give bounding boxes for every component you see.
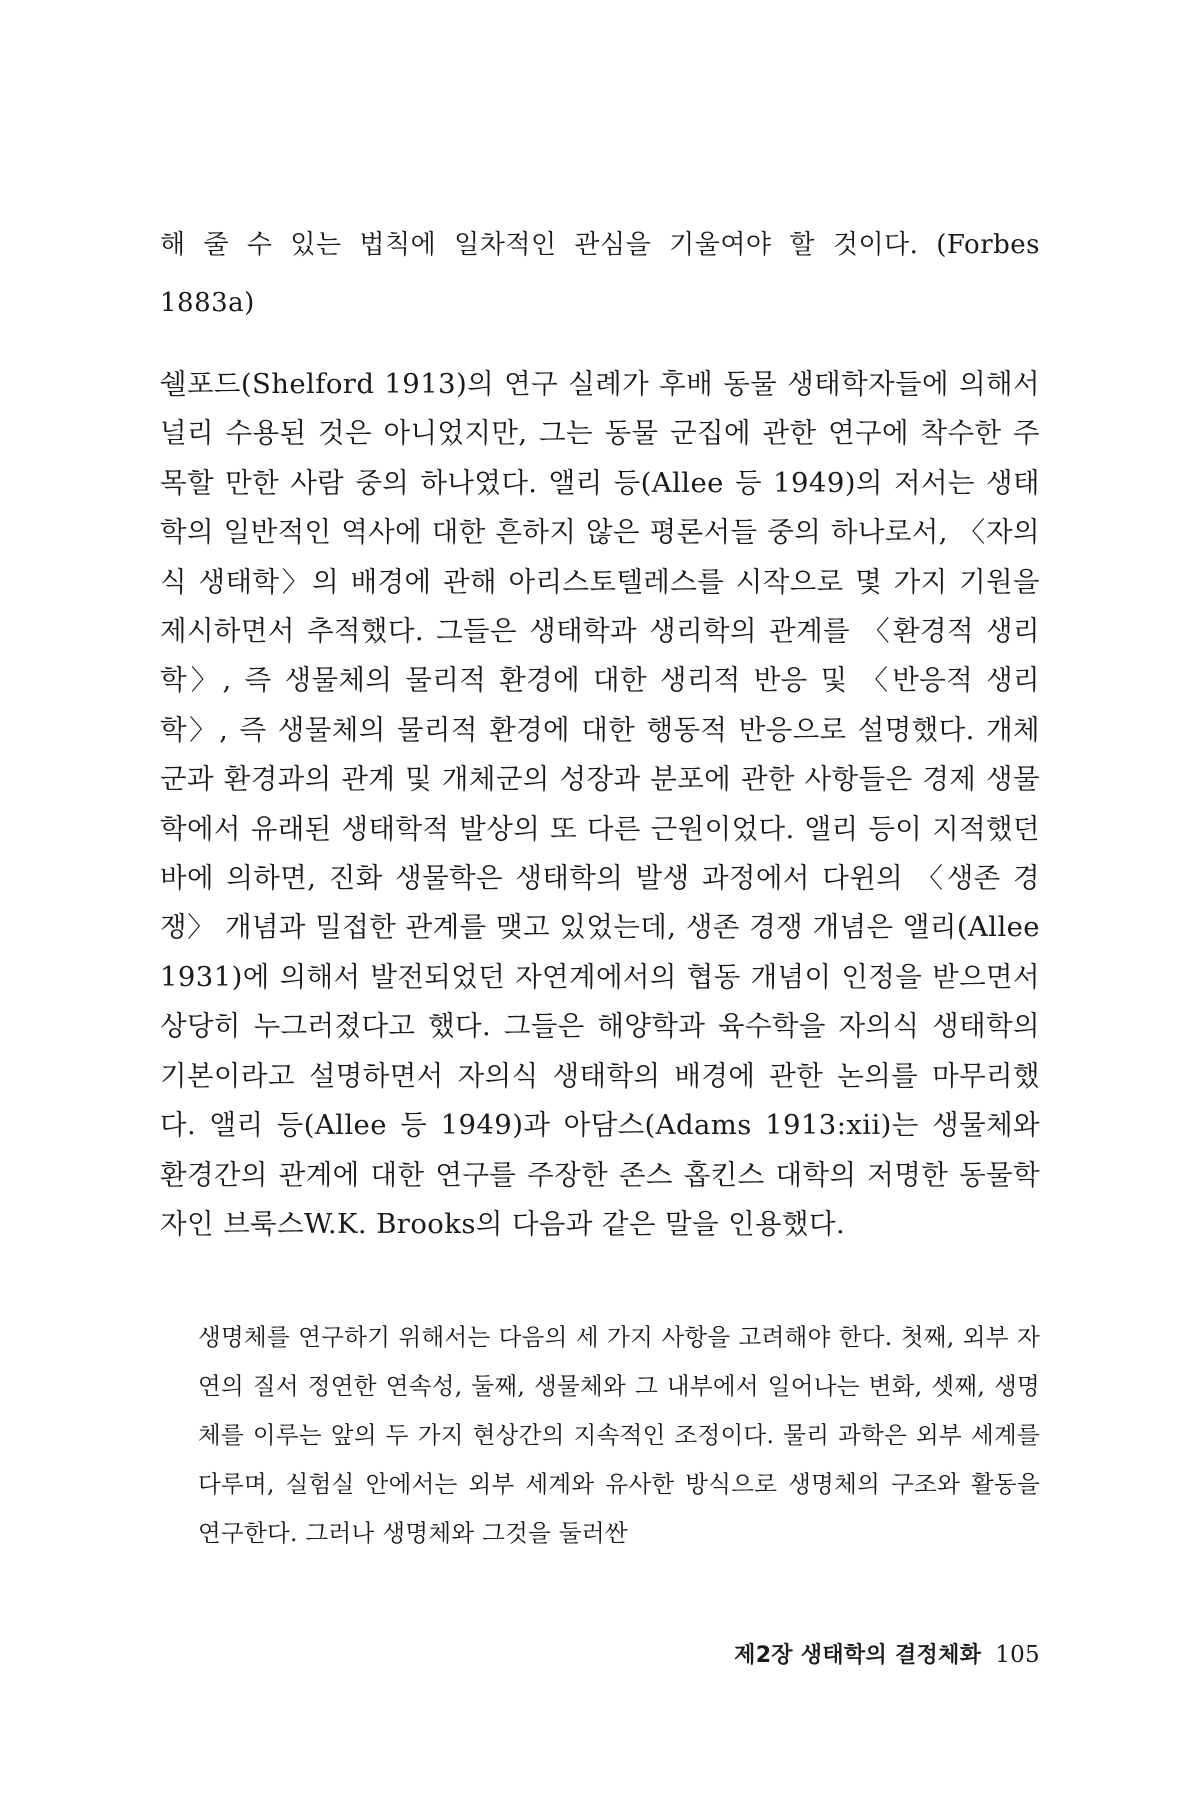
- body-paragraph: [160, 360, 1040, 1249]
- chapter-title: 제2장 생태학의 결정체화: [734, 1643, 982, 1668]
- quote-continuation: 해 줄 수 있는 법칙에 일차적인 관심을 기울여야 할 것이다. (Forbes 1883a): [160, 230, 1040, 318]
- book-page: [160, 0, 1040, 1800]
- block-quote: 생명체를 연구하기 위해서는 다음의 세 가지 사항을 고려해야 한다. 첫째, 외부 자연의 질서 정연한 연속성, 둘째, 생물체와 그 내부에서 일어나는 변화, 셋째, 생명체를 이루는 앞의 두 가지 현상간의 지속적인 조정이다. 물리 과학은 외부 세계를 다루며, 실험실 안에서는 외부 세계와 유사한 방식으로 생명체의 구조와 활동을 연구한다. 그러나 생명체와 그것을 둘러싼: [198, 1323, 1040, 1547]
- page-number: 105: [995, 1642, 1040, 1668]
- paragraph-text: 쉘포드(Shelford 1913)의 연구 실례가 후배 동물 생태학자들에 의해서 널리 수용된 것은 아니었지만, 그는 동물 군집에 관한 연구에 착수한 주목할 만한 사람 중의 하나였다. 앨리 등(Allee 등 1949)의 저서는 생태학의 일반적인 역사에 대한 흔하지 않은 평론서들 중의 하나로서, 〈자의식 생태학〉의 배경에 관해 아리스토텔레스를 시작으로 몇 가지 기원을 제시하면서 추적했다. 그들은 생태학과 생리학의 관계를 〈환경적 생리학〉, 즉 생물체의 물리적 환경에 대한 생리적 반응 및 〈반응적 생리학〉, 즉 생물체의 물리적 환경에 대한 행동적 반응으로 설명했다. 개체군과 환경과의 관계 및 개체군의 성장과 분포에 관한 사항들은 경제 생물학에서 유래된 생태학적 발상의 또 다른 근원이었다. 앨리 등이 지적했던 바에 의하면, 진화 생물학은 생태학의 발생 과정에서 다윈의 〈생존 경쟁〉 개념과 밀접한 관계를 맺고 있었는데, 생존 경쟁 개념은 앨리(Allee 1931)에 의해서 발전되었던 자연계에서의 협동 개념이 인정을 받으면서 상당히 누그러졌다고 했다. 그들은 해양학과 육수학을 자의식 생태학의 기본이라고 설명하면서 자의식 생태학의 배경에 관한 논의를 마무리했다. 앨리 등(Allee 등 1949)과 아담스(Adams 1913:xii)는 생물체와 환경간의 관계에 대한 연구를 주장한 존스 홉킨스 대학의 저명한 동물학자인 브룩스W.K. Brooks의 다음과 같은 말을 인용했다.: [160, 368, 1040, 1240]
- running-footer: [734, 1638, 1040, 1669]
